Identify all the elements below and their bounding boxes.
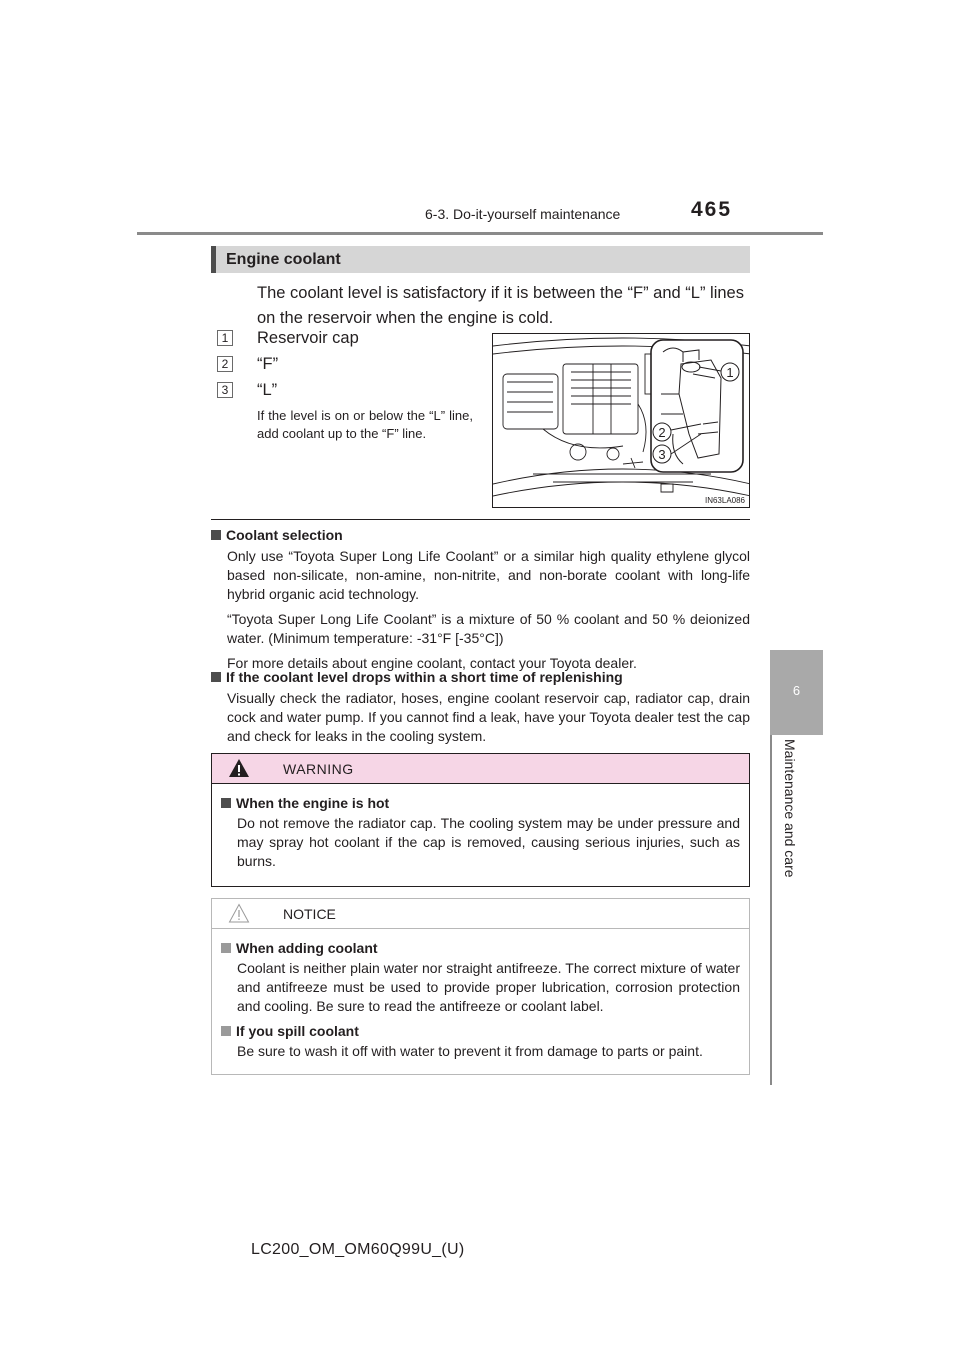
list-item <box>217 329 359 348</box>
item-number: 1 <box>217 330 233 346</box>
paragraph: Visually check the radiator, hoses, engine coolant reservoir cap, radiator cap, drain cock and water pump. If you cannot find a leak, have your Toyota dealer test the cap and check for leaks in the cooling system. <box>227 690 750 744</box>
square-bullet-icon <box>211 672 221 682</box>
item-number: 2 <box>217 356 233 372</box>
notice-item-title: When adding coolant <box>221 940 740 956</box>
item-label: “L” <box>257 381 278 399</box>
coolant-drop-section <box>211 669 750 752</box>
subsection-body <box>211 547 750 673</box>
subsection-title: If the coolant level drops within a short time of replenishing <box>211 669 750 685</box>
warning-content <box>212 784 749 871</box>
notice-header <box>212 899 749 929</box>
header-section-title: 6-3. Do-it-yourself maintenance <box>425 206 621 222</box>
notice-item-body: Coolant is neither plain water nor straight antifreeze. The correct mixture of water and antifreeze must be used to provide proper lubrication, corrosion protection and cooling. Be sure to read the antifreeze or coolant label. <box>237 960 740 1014</box>
subsection-body <box>211 689 750 746</box>
chapter-tab-number: 6 <box>770 650 823 735</box>
square-bullet-icon <box>221 1026 231 1036</box>
section-divider <box>211 519 750 520</box>
intro-paragraph: The coolant level is satisfactory if it is between the “F” and “L” lines on the reservoir when the engine is cold. <box>257 284 744 327</box>
chapter-tab <box>770 735 823 1085</box>
page-number: 465 <box>691 198 733 221</box>
warning-item-body: Do not remove the radiator cap. The cooling system may be under pressure and may spray hot coolant if the cap is removed, causing serious injuries, such as burns. <box>237 815 740 869</box>
warning-item-title: When the engine is hot <box>221 795 740 811</box>
item-number: 3 <box>217 382 233 398</box>
callout-3-label: 3 <box>658 447 666 462</box>
notice-label: NOTICE <box>283 906 336 922</box>
paragraph: Only use “Toyota Super Long Life Coolant” or a similar high quality ethylene glycol based non-silicate, non-amine, non-nitrite, and non-borate coolant with long-life hybrid organic acid technology. <box>227 548 750 602</box>
list-item <box>217 381 277 400</box>
item-label: “F” <box>257 355 279 373</box>
notice-triangle-icon <box>228 903 250 923</box>
callout-1-label: 1 <box>726 365 734 380</box>
item-note: If the level is on or below the “L” line, add coolant up to the “F” line. <box>257 408 473 441</box>
engine-bay-drawing <box>493 334 750 508</box>
paragraph: For more details about engine coolant, contact your Toyota dealer. <box>227 655 637 671</box>
section-heading: Engine coolant <box>211 246 750 273</box>
warning-label: WARNING <box>283 761 354 777</box>
callout-2-label: 2 <box>658 425 666 440</box>
square-bullet-icon <box>221 798 231 808</box>
coolant-selection-section <box>211 527 750 679</box>
notice-item-body: Be sure to wash it off with water to prevent it from damage to parts or paint. <box>237 1043 703 1059</box>
warning-box <box>211 753 750 887</box>
document-code: LC200_OM_OM60Q99U_(U) <box>251 1241 465 1258</box>
notice-box <box>211 898 750 1075</box>
figure-code: IN63LA086 <box>704 496 745 505</box>
chapter-tab-title: Maintenance and care <box>782 739 798 878</box>
notice-item-title: If you spill coolant <box>221 1023 740 1039</box>
square-bullet-icon <box>221 943 231 953</box>
paragraph: “Toyota Super Long Life Coolant” is a mixture of 50 % coolant and 50 % deionized water. (Minimum temperature: -31°F [-35°C]) <box>227 611 750 646</box>
subsection-title: Coolant selection <box>211 527 750 543</box>
item-label: Reservoir cap <box>257 329 359 347</box>
notice-content <box>212 929 749 1061</box>
warning-triangle-icon <box>228 758 250 778</box>
warning-header <box>212 754 749 784</box>
header-rule <box>137 232 823 235</box>
square-bullet-icon <box>211 530 221 540</box>
engine-bay-illustration <box>492 333 750 508</box>
list-item <box>217 355 278 374</box>
